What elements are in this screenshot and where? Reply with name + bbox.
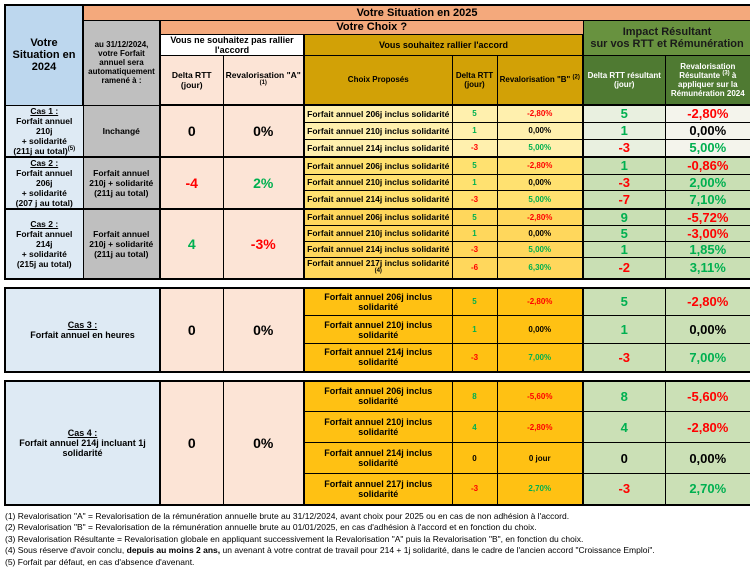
footnote-text: depuis au moins 2 ans, xyxy=(127,545,221,555)
delta-rtt-b-cell: 1 xyxy=(452,316,497,344)
revalorisation-resultante-cell: 0,00% xyxy=(665,443,750,474)
delta-rtt-resultant-cell: 1 xyxy=(583,316,665,344)
delta-rtt-b-cell: 4 xyxy=(452,412,497,443)
header-votre-choix: Votre Choix ? xyxy=(160,20,583,34)
choice-cell: Forfait annuel 217j inclus solidarité $^{(4)}$ xyxy=(304,257,452,279)
choice-cell: Forfait annuel 206j inclus solidarité xyxy=(304,288,452,316)
delta-rtt-resultant-cell: 1 xyxy=(583,241,665,257)
revalorisation-b-cell: -2,80% xyxy=(497,105,583,122)
revalorisation-resultante-cell: 7,10% xyxy=(665,191,750,209)
header-impact-line2: sur vos RTT et Rémunération xyxy=(586,38,748,50)
header-impact xyxy=(583,20,750,55)
case-line: (207 j au total) xyxy=(8,198,81,208)
situation-table-cas4 xyxy=(4,380,750,506)
footnote-text: (4) Sous réserve d'avoir conclu, xyxy=(5,545,127,555)
header-yes-accord: Vous souhaitez rallier l'accord xyxy=(304,34,583,55)
delta-rtt-resultant-cell: -3 xyxy=(583,344,665,372)
delta-rtt-resultant-cell: -3 xyxy=(583,139,665,156)
case-line: (211j au total)$^{(5)}$ xyxy=(8,146,81,156)
delta-rtt-resultant-cell: 9 xyxy=(583,209,665,226)
revalorisation-resultante-cell: -5,60% xyxy=(665,381,750,412)
revalorisation-resultante-cell: -5,72% xyxy=(665,209,750,226)
revalorisation-resultante-cell: 0,00% xyxy=(665,122,750,139)
case-line: Forfait annuel 210j xyxy=(8,116,81,136)
delta-rtt-resultant-cell: -7 xyxy=(583,191,665,209)
footnote-line xyxy=(5,522,748,534)
revalorisation-b-cell: 5,00% xyxy=(497,241,583,257)
delta-rtt-b-cell: -3 xyxy=(452,241,497,257)
delta-rtt-a-cell: 0 xyxy=(160,381,223,505)
revalorisation-b-cell: 0,00% xyxy=(497,225,583,241)
revalorisation-b-cell: 0,00% xyxy=(497,174,583,191)
choice-cell: Forfait annuel 217j inclus solidarité xyxy=(304,474,452,505)
revalorisation-resultante-cell: -3,00% xyxy=(665,225,750,241)
case-line: Forfait annuel en heures xyxy=(8,330,157,340)
delta-rtt-b-cell: -3 xyxy=(452,344,497,372)
footnote-line xyxy=(5,545,748,557)
delta-rtt-a-cell: 4 xyxy=(160,209,223,279)
case-line: + solidarité xyxy=(8,249,81,259)
choice-footnote-ref: (4) xyxy=(375,268,382,274)
revalorisation-b-cell: 6,30% xyxy=(497,257,583,279)
footnotes xyxy=(4,511,748,568)
delta-rtt-b-cell: 5 xyxy=(452,209,497,226)
delta-rtt-resultant-cell: 5 xyxy=(583,225,665,241)
case-cell xyxy=(5,105,83,157)
header-situation-2024: Votre Situation en 2024 xyxy=(5,5,83,105)
delta-rtt-b-cell: -3 xyxy=(452,474,497,505)
col-header-revalorisation-b xyxy=(497,55,583,105)
ramene-cell: Forfait annuel 210j + solidarité (211j au total) xyxy=(83,209,160,279)
revalorisation-a-cell: -3% xyxy=(223,209,304,279)
choice-cell: Forfait annuel 210j inclus solidarité xyxy=(304,316,452,344)
case-line: Cas 1 : xyxy=(8,106,81,116)
case-line: (215j au total) xyxy=(8,259,81,269)
case-cell xyxy=(5,288,160,372)
choice-cell: Forfait annuel 206j inclus solidarité xyxy=(304,381,452,412)
delta-rtt-b-cell: 8 xyxy=(452,381,497,412)
delta-rtt-b-cell: -6 xyxy=(452,257,497,279)
case-line: Forfait annuel 214j incluant 1j solidarité xyxy=(8,438,157,458)
delta-rtt-b-cell: -3 xyxy=(452,191,497,209)
ramene-cell: Forfait annuel 210j + solidarité (211j au total) xyxy=(83,157,160,209)
revalorisation-a-cell: 2% xyxy=(223,157,304,209)
delta-rtt-b-cell: -3 xyxy=(452,139,497,156)
choice-cell: Forfait annuel 214j inclus solidarité xyxy=(304,443,452,474)
delta-rtt-resultant-cell: 5 xyxy=(583,288,665,316)
choice-cell: Forfait annuel 206j inclus solidarité xyxy=(304,157,452,175)
revalorisation-b-cell: 5,00% xyxy=(497,139,583,156)
choice-cell: Forfait annuel 210j inclus solidarité xyxy=(304,174,452,191)
case-cell xyxy=(5,381,160,505)
choice-cell: Forfait annuel 206j inclus solidarité xyxy=(304,209,452,226)
col-header-revalorisation-resultante-rest: à appliquer sur la Rémunération 2024 xyxy=(671,71,745,98)
revalorisation-resultante-cell: -2,80% xyxy=(665,288,750,316)
revalorisation-b-cell: 2,70% xyxy=(497,474,583,505)
revalorisation-b-cell: -2,80% xyxy=(497,412,583,443)
choice-cell: Forfait annuel 214j inclus solidarité xyxy=(304,191,452,209)
case-line: Cas 4 : xyxy=(8,428,157,438)
case-line: Cas 3 : xyxy=(8,320,157,330)
choice-cell: Forfait annuel 214j inclus solidarité xyxy=(304,241,452,257)
revalorisation-resultante-cell: 5,00% xyxy=(665,139,750,156)
delta-rtt-a-cell: 0 xyxy=(160,105,223,157)
revalorisation-b-cell: 0,00% xyxy=(497,316,583,344)
footnote-text: (3) Revalorisation Résultante = Revalorisation globale en appliquant successivement la Revalorisation "A" puis la Revalorisation "B", en fonction du choix. xyxy=(5,534,583,544)
header-no-accord: Vous ne souhaitez pas rallier l'accord xyxy=(160,34,304,55)
revalorisation-b-cell: 5,00% xyxy=(497,191,583,209)
situation-table-main xyxy=(4,4,750,280)
delta-rtt-resultant-cell: 8 xyxy=(583,381,665,412)
revalorisation-resultante-cell: 7,00% xyxy=(665,344,750,372)
header-impact-line1: Impact Résultant xyxy=(586,26,748,38)
revalorisation-b-cell: 7,00% xyxy=(497,344,583,372)
delta-rtt-resultant-cell: -3 xyxy=(583,174,665,191)
choice-cell: Forfait annuel 214j inclus solidarité xyxy=(304,139,452,156)
revalorisation-resultante-cell: 2,70% xyxy=(665,474,750,505)
delta-rtt-b-cell: 1 xyxy=(452,174,497,191)
revalorisation-resultante-cell: -0,86% xyxy=(665,157,750,175)
revalorisation-resultante-cell: 2,00% xyxy=(665,174,750,191)
col-header-delta-rtt-a: Delta RTT (jour) xyxy=(160,55,223,105)
col-header-delta-rtt-b: Delta RTT (jour) xyxy=(452,55,497,105)
footnote-text: (5) Forfait par défaut, en cas d'absence d'avenant. xyxy=(5,557,194,567)
revalorisation-b-cell: 0 jour xyxy=(497,443,583,474)
footnote-line xyxy=(5,511,748,523)
header-situation-2025: Votre Situation en 2025 xyxy=(83,5,750,20)
case-line: + solidarité xyxy=(8,136,81,146)
case-line: Forfait annuel 214j xyxy=(8,229,81,249)
situation-table-cas3 xyxy=(4,287,750,373)
footnote-text: un avenant à votre contrat de travail pour 214 + 1j solidarité, dans le cadre de l'ancien accord "Croissance Emploi". xyxy=(220,545,655,555)
choice-cell: Forfait annuel 210j inclus solidarité xyxy=(304,225,452,241)
case-footnote-ref: (5) xyxy=(68,146,75,152)
col-header-revalorisation-b-sup: (2) xyxy=(573,75,580,81)
case-line: + solidarité xyxy=(8,188,81,198)
col-header-revalorisation-a xyxy=(223,55,304,105)
case-line: Forfait annuel 206j xyxy=(8,168,81,188)
footnote-line xyxy=(5,557,748,568)
col-header-delta-rtt-resultant: Delta RTT résultant (jour) xyxy=(583,55,665,105)
col-header-revalorisation-resultante-label: Revalorisation Résultante xyxy=(679,62,735,80)
footnote-text: (1) Revalorisation "A" = Revalorisation de la rémunération annuelle brute au 31/12/2024, avant choix pour 2025 ou en cas de non adhésion à l'accord. xyxy=(5,511,569,521)
col-header-revalorisation-resultante xyxy=(665,55,750,105)
case-line: Cas 2 : xyxy=(8,219,81,229)
revalorisation-b-cell: -2,80% xyxy=(497,209,583,226)
col-header-revalorisation-a-sup: (1) xyxy=(260,80,267,86)
footnote-text: (2) Revalorisation "B" = Revalorisation de la rémunération annuelle brute au 01/01/2025, en cas d'adhésion à l'accord et en fonction du choix. xyxy=(5,522,537,532)
delta-rtt-resultant-cell: 0 xyxy=(583,443,665,474)
revalorisation-resultante-cell: 0,00% xyxy=(665,316,750,344)
case-cell xyxy=(5,157,83,209)
col-header-revalorisation-b-label: Revalorisation "B" xyxy=(500,75,571,84)
choice-cell: Forfait annuel 214j inclus solidarité xyxy=(304,344,452,372)
revalorisation-a-cell: 0% xyxy=(223,381,304,505)
delta-rtt-resultant-cell: 1 xyxy=(583,122,665,139)
col-header-choix-proposes: Choix Proposés xyxy=(304,55,452,105)
delta-rtt-b-cell: 0 xyxy=(452,443,497,474)
case-cell xyxy=(5,209,83,279)
delta-rtt-b-cell: 1 xyxy=(452,122,497,139)
choice-cell: Forfait annuel 210j inclus solidarité xyxy=(304,122,452,139)
delta-rtt-b-cell: 5 xyxy=(452,157,497,175)
revalorisation-resultante-cell: 3,11% xyxy=(665,257,750,279)
footnote-line xyxy=(5,534,748,546)
delta-rtt-resultant-cell: 4 xyxy=(583,412,665,443)
delta-rtt-b-cell: 5 xyxy=(452,105,497,122)
delta-rtt-resultant-cell: 1 xyxy=(583,157,665,175)
revalorisation-a-cell: 0% xyxy=(223,105,304,157)
col-header-revalorisation-a-label: Revalorisation "A" xyxy=(226,70,301,80)
delta-rtt-resultant-cell: -2 xyxy=(583,257,665,279)
revalorisation-resultante-cell: -2,80% xyxy=(665,105,750,122)
delta-rtt-resultant-cell: -3 xyxy=(583,474,665,505)
header-ramene-note: au 31/12/2024, votre Forfait annuel sera automatiquement ramené à : xyxy=(83,20,160,105)
ramene-cell: Inchangé xyxy=(83,105,160,157)
delta-rtt-b-cell: 5 xyxy=(452,288,497,316)
col-header-revalorisation-resultante-sup: (3) xyxy=(722,70,729,76)
revalorisation-b-cell: 0,00% xyxy=(497,122,583,139)
revalorisation-resultante-cell: -2,80% xyxy=(665,412,750,443)
revalorisation-b-cell: -2,80% xyxy=(497,157,583,175)
delta-rtt-resultant-cell: 5 xyxy=(583,105,665,122)
revalorisation-b-cell: -2,80% xyxy=(497,288,583,316)
revalorisation-b-cell: -5,60% xyxy=(497,381,583,412)
delta-rtt-b-cell: 1 xyxy=(452,225,497,241)
delta-rtt-a-cell: -4 xyxy=(160,157,223,209)
case-line: Cas 2 : xyxy=(8,158,81,168)
delta-rtt-a-cell: 0 xyxy=(160,288,223,372)
revalorisation-a-cell: 0% xyxy=(223,288,304,372)
revalorisation-resultante-cell: 1,85% xyxy=(665,241,750,257)
choice-cell: Forfait annuel 206j inclus solidarité xyxy=(304,105,452,122)
choice-cell: Forfait annuel 210j inclus solidarité xyxy=(304,412,452,443)
